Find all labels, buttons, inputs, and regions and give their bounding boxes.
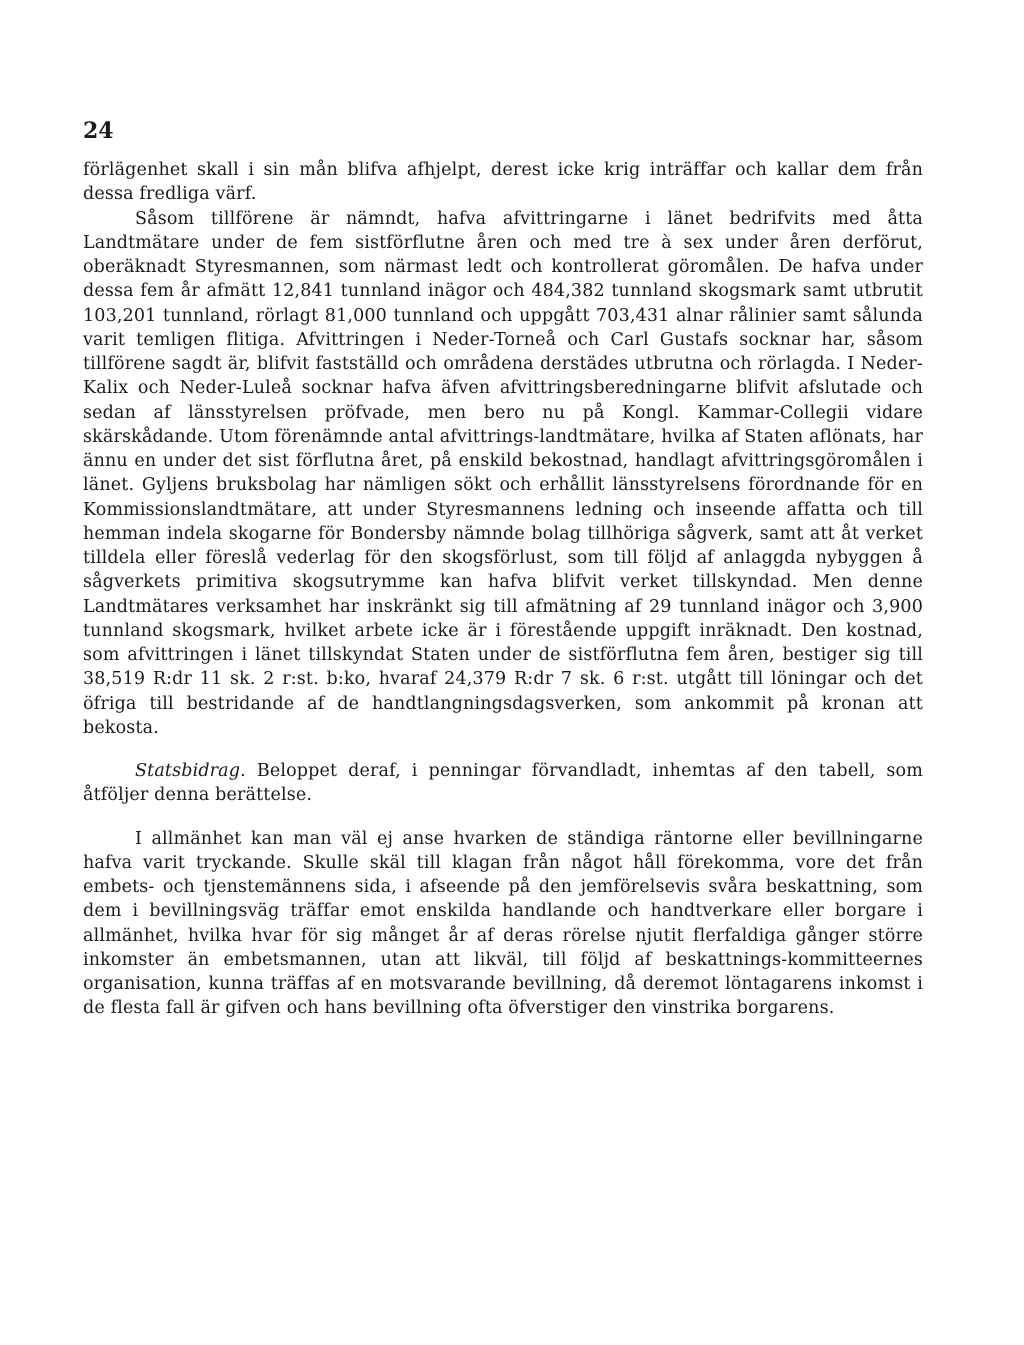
document-page: [83, 118, 923, 1021]
paragraph-beskattning: I allmänhet kan man väl ej anse hvarken de ständiga räntorne eller bevillningarne hafva varit tryckande. Skulle skäl till klagan från något håll förekomma, vore det från embets- och tjenstemännens sida, i afseende på den jemförelsevis svåra beskattning, som dem i bevillningsväg träffar emot enskilda handlande och handtverkare eller borgare i allmänhet, hvilka hvar för sig månget år af deras rörelse njutit flerfaldiga gånger större inkomster än embetsmannen, utan att likväl, till följd af beskattnings-kommitteernes organisation, kunna träffas af en motsvarande bevillning, då deremot löntagarens inkomst i de flesta fall är gifven och hans bevillning ofta öfverstiger den vinstrika borgarens.: [83, 828, 923, 1019]
paragraph-statsbidrag: [83, 759, 923, 808]
paragraph-afvittring: Såsom tillförene är nämndt, hafva afvittringarne i länet bedrifvits med åtta Landtmätare under de fem sistförflutne åren och med tre à sex under åren derförut, oberäknadt Styresmannen, som närmast ledt och kontrollerat göromålen. De hafva under dessa fem år afmätt 12,841 tunnland inägor och 484,382 tunnland skogsmark samt utbrutit 103,201 tunnland, rörlagt 81,000 tunnland och uppgått 703,431 alnar rålinier samt sålunda varit temligen flitiga. Afvittringen i Neder-Torneå och Carl Gustafs socknar har, såsom tillförene sagdt är, blifvit fastställd och områdena derstädes utbrutna och rörlagda. I Neder-Kalix och Neder-Luleå socknar hafva äfven afvittringsberedningarne blifvit afslutade och sedan af länsstyrelsen pröfvade, men bero nu på Kongl. Kammar-Collegii vidare skärskådande. Utom förenämnde antal afvittrings-landtmätare, hvilka af Staten aflönats, har ännu en under det sist förflutna året, på enskild bekostnad, handlagt afvittringsgöromålen i länet. Gyljens bruksbolag har nämligen sökt och erhållit länsstyrelsens förordnande för en Kommissionslandtmätare, att under Styresmannens ledning och inseende affatta och till hemman indela skogarne för Bondersby nämnde bolag tillhöriga sågverk, samt att åt verket tilldela eller föreslå vederlag för den skogsförlust, som till följd af anlaggda nybyggen å sågverkets primitiva skogsutrymme kan hafva blifvit verket tillskyndad. Men denne Landtmätares verksamhet har inskränkt sig till afmätning af 29 tunnland inägor och 3,900 tunnland skogsmark, hvilket arbete icke är i förestående uppgift inräknadt. Den kostnad, som afvittringen i länet tillskyndat Staten under de sistförflutna fem åren, bestiger sig till 38,519 R:dr 11 sk. 2 r:st. b:ko, hvaraf 24,379 R:dr 7 sk. 6 r:st. utgått till löningar och det öfriga till bestridande af de handtlangningsdagsverken, som ankommit på kronan att bekosta.: [83, 208, 923, 738]
section-heading-statsbidrag: Statsbidrag.: [135, 761, 246, 781]
page-number: 24: [83, 118, 114, 144]
paragraph-statsbidrag-text: Beloppet deraf, i penningar förvandladt, inhemtas af den tabell, som åtföljer denna berättelse.: [83, 761, 923, 806]
paragraph-continuation: förlägenhet skall i sin mån blifva afhjelpt, derest icke krig inträffar och kallar dem från dessa fredliga värf.: [83, 160, 923, 205]
